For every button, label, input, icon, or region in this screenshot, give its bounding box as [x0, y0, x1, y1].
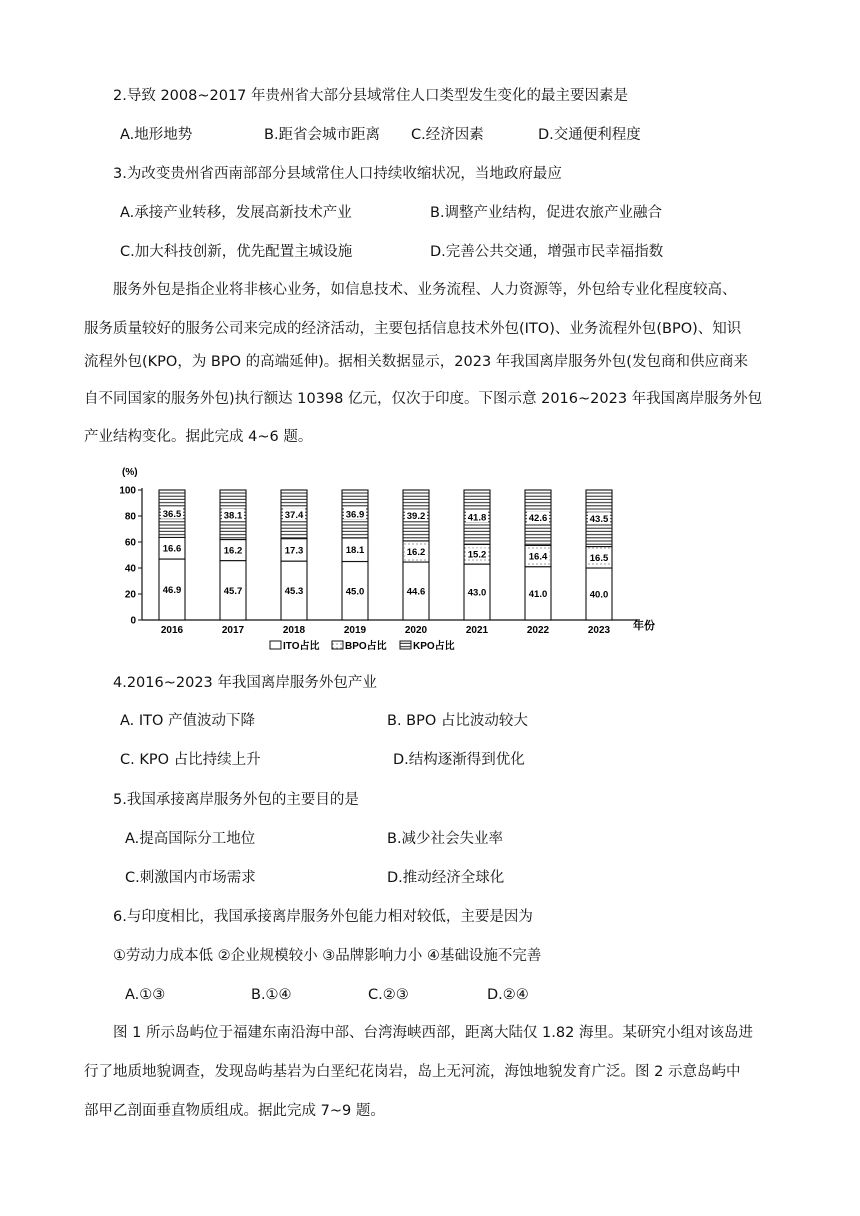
q6-option-d: D.②④ [487, 987, 529, 1003]
q5-option-a: A.提高国际分工地位 [125, 831, 256, 847]
q5-stem: 5.我国承接离岸服务外包的主要目的是 [113, 792, 359, 808]
data-label: 17.3 [284, 545, 304, 557]
data-label: 16.6 [162, 543, 182, 555]
q3-option-d: D.完善公共交通，增强市民幸福指数 [430, 244, 664, 260]
x-tick-label: 2023 [587, 625, 611, 636]
y-axis-label: (%) [122, 467, 138, 478]
q5-option-c: C.刺激国内市场需求 [125, 870, 256, 886]
data-label: 45.7 [223, 585, 243, 597]
q3-option-c: C.加大科技创新，优先配置主城设施 [120, 244, 353, 260]
data-label: 16.5 [589, 552, 609, 564]
data-label: 16.2 [406, 546, 426, 558]
y-tick-label: 80 [124, 511, 136, 523]
y-tick-label: 100 [119, 485, 136, 497]
data-label: 16.4 [528, 551, 548, 563]
data-label: 41.8 [467, 512, 487, 524]
passage1-line: 自不同国家的服务外包)执行额达 10398 亿元，仅次于印度。下图示意 2016~2023 年我国离岸服务外包 [84, 391, 763, 407]
x-tick-label: 2021 [465, 625, 489, 636]
passage1-line: 产业结构变化。据此完成 4~6 题。 [84, 429, 313, 445]
data-label: 39.2 [406, 510, 426, 522]
x-tick-label: 2020 [404, 625, 428, 636]
q4-option-a: A. ITO 产值波动下降 [120, 713, 256, 729]
legend-swatch [332, 641, 343, 649]
x-tick-label: 2019 [343, 625, 367, 636]
q3-stem: 3.为改变贵州省西南部部分县域常住人口持续收缩状况，当地政府最应 [113, 166, 562, 182]
data-label: 40.0 [589, 589, 609, 601]
x-tick-label: 2018 [282, 625, 306, 636]
q5-option-d: D.推动经济全球化 [387, 870, 505, 886]
data-label: 43.5 [589, 513, 609, 525]
data-label: 15.2 [467, 549, 487, 561]
q3-option-a: A.承接产业转移，发展高新技术产业 [120, 205, 352, 221]
data-label: 42.6 [528, 513, 548, 525]
q6-items: ①劳动力成本低 ②企业规模较小 ③品牌影响力小 ④基础设施不完善 [113, 948, 542, 964]
passage2-line: 行了地质地貌调查，发现岛屿基岩为白垩纪花岗岩，岛上无河流，海蚀地貌发育广泛。图 2 示意岛屿中 [84, 1064, 741, 1080]
y-tick-label: 60 [124, 537, 136, 549]
passage1-line: 服务外包是指企业将非核心业务，如信息技术、业务流程、人力资源等，外包给专业化程度较高、 [113, 282, 737, 298]
data-label: 45.3 [284, 586, 304, 598]
x-tick-label: 2017 [221, 625, 245, 636]
q6-option-b: B.①④ [251, 987, 292, 1003]
x-tick-label: 2022 [526, 625, 550, 636]
q6-option-c: C.②③ [368, 987, 409, 1003]
q2-stem: 2.导致 2008~2017 年贵州省大部分县域常住人口类型发生变化的最主要因素是 [113, 88, 629, 104]
q2-option-a: A.地形地势 [120, 127, 193, 143]
data-label: 18.1 [345, 545, 365, 557]
y-tick-label: 0 [130, 615, 136, 627]
passage1-line: 服务质量较好的服务公司来完成的经济活动，主要包括信息技术外包(ITO)、业务流程外包(BPO)、知识 [84, 321, 742, 337]
legend-swatch [270, 641, 281, 649]
legend-label: BPO占比 [345, 641, 387, 652]
q5-option-b: B.减少社会失业率 [387, 831, 504, 847]
y-tick-label: 40 [124, 563, 136, 575]
data-label: 16.2 [223, 545, 243, 557]
q4-option-b: B. BPO 占比波动较大 [387, 713, 528, 729]
q2-option-d: D.交通便利程度 [538, 127, 641, 143]
data-label: 36.5 [162, 509, 182, 521]
legend-label: ITO占比 [283, 641, 320, 652]
q6-option-a: A.①③ [125, 987, 166, 1003]
passage1-line: 流程外包(KPO，为 BPO 的高端延伸)。据相关数据显示，2023 年我国离岸服务外包(发包商和供应商来 [84, 354, 748, 370]
data-label: 38.1 [223, 510, 243, 522]
q4-option-d: D.结构逐渐得到优化 [393, 752, 525, 768]
q3-option-b: B.调整产业结构，促进农旅产业融合 [430, 205, 663, 221]
stacked-bar-chart [100, 463, 670, 653]
data-label: 44.6 [406, 586, 426, 598]
legend-swatch [400, 641, 411, 649]
y-tick-label: 20 [124, 589, 136, 601]
passage2-line: 图 1 所示岛屿位于福建东南沿海中部、台湾海峡西部，距离大陆仅 1.82 海里。某研究小组对该岛进 [113, 1025, 753, 1041]
data-label: 41.0 [528, 588, 548, 600]
x-tick-label: 2016 [160, 625, 184, 636]
q6-stem: 6.与印度相比，我国承接离岸服务外包能力相对较低，主要是因为 [113, 909, 533, 925]
passage2-line: 部甲乙剖面垂直物质组成。据此完成 7~9 题。 [84, 1103, 385, 1119]
data-label: 36.9 [345, 509, 365, 521]
data-label: 46.9 [162, 585, 182, 597]
data-label: 37.4 [284, 509, 304, 521]
q2-option-b: B.距省会城市距离 [264, 127, 381, 143]
data-label: 45.0 [345, 586, 365, 598]
legend-label: KPO占比 [413, 641, 455, 652]
data-label: 43.0 [467, 587, 487, 599]
q4-stem: 4.2016~2023 年我国离岸服务外包产业 [113, 675, 377, 691]
q4-option-c: C. KPO 占比持续上升 [120, 752, 261, 768]
x-axis-label: 年份 [633, 620, 655, 632]
q2-option-c: C.经济因素 [411, 127, 484, 143]
